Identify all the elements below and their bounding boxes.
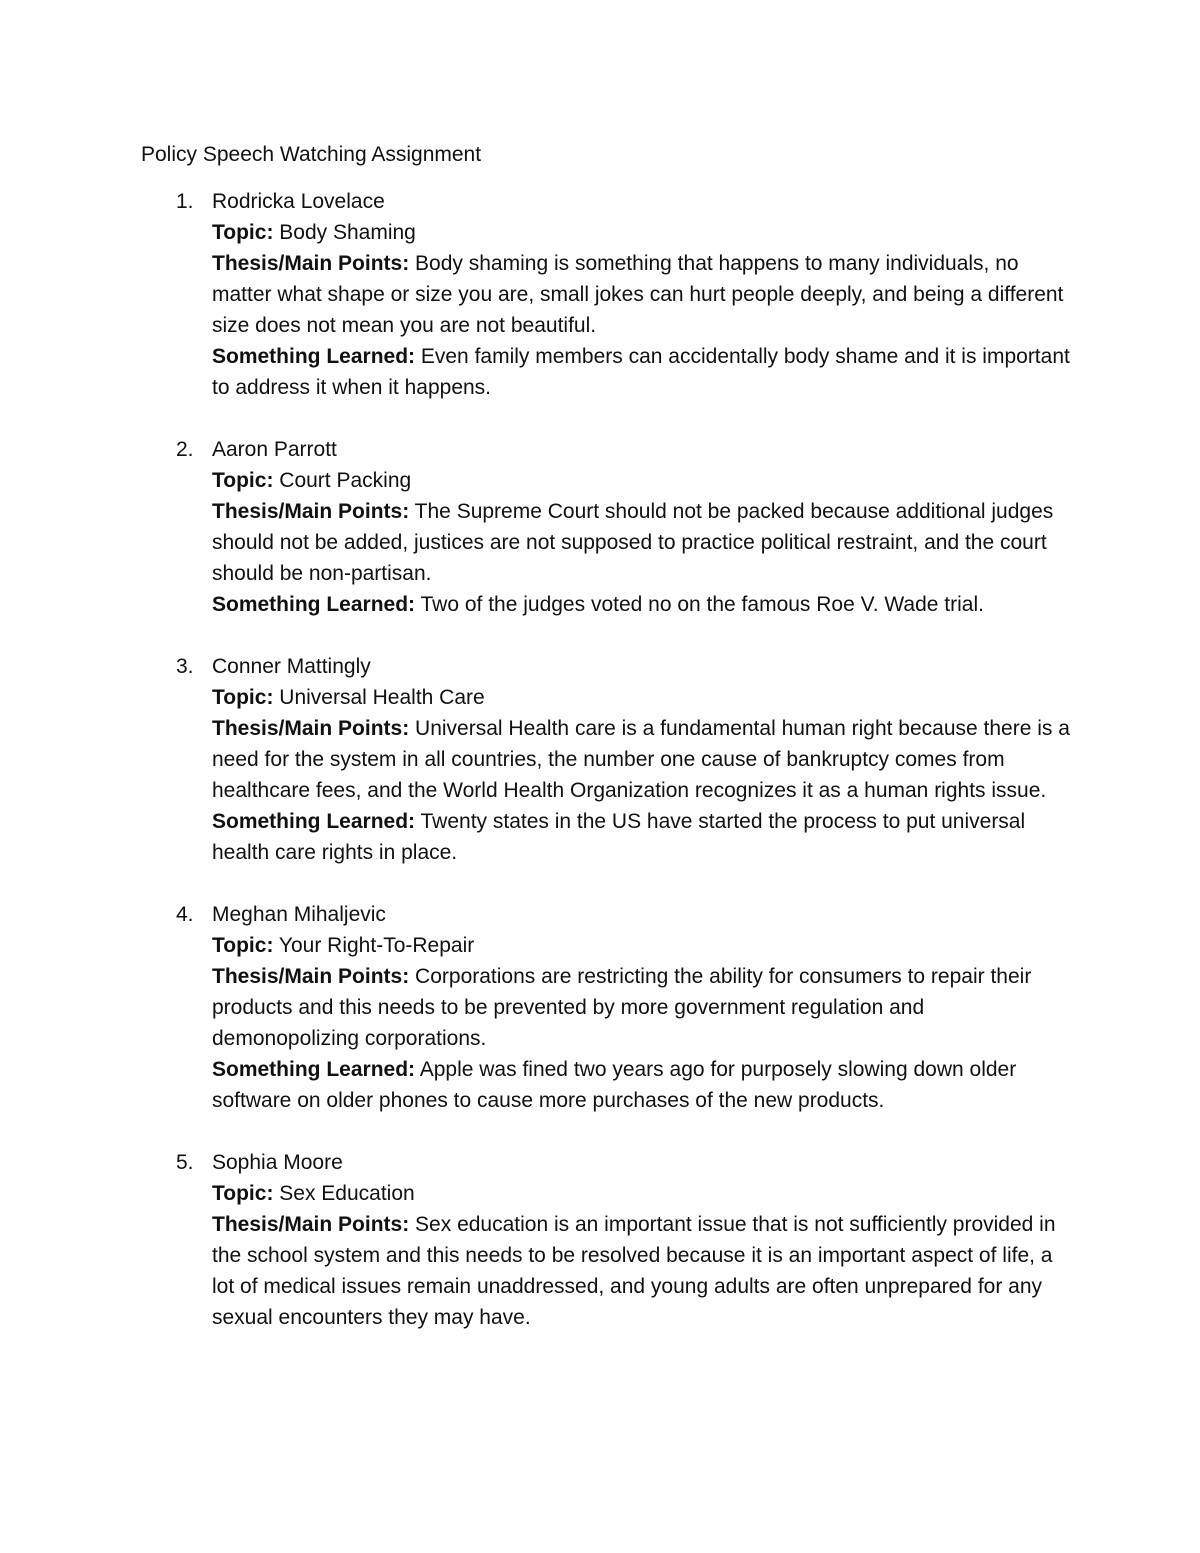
learned-line <box>212 589 1070 620</box>
speech-item-5 <box>141 1147 1070 1333</box>
topic-label: Topic: <box>212 221 274 244</box>
topic-label: Topic: <box>212 469 274 492</box>
topic-label: Topic: <box>212 686 274 709</box>
speech-item-4 <box>141 899 1070 1116</box>
topic-label: Topic: <box>212 1182 274 1205</box>
learned-label: Something Learned: <box>212 810 416 833</box>
thesis-value: Sex education is an important issue that is not sufficiently provided in the school system and this needs to be resolved because it is an important aspect of life, a lot of medical issues remain unaddressed, and young adults are often unprepared for any sexual encounters they may have. <box>212 1213 1056 1329</box>
thesis-line <box>212 961 1070 1054</box>
speech-item-2 <box>141 434 1070 620</box>
topic-label: Topic: <box>212 934 274 957</box>
thesis-label: Thesis/Main Points: <box>212 252 410 275</box>
thesis-line <box>212 248 1070 341</box>
speaker-name: Conner Mattingly <box>212 655 371 678</box>
topic-line <box>212 1178 1070 1209</box>
topic-value: Universal Health Care <box>279 686 485 709</box>
thesis-line <box>212 1209 1070 1333</box>
speaker-name: Sophia Moore <box>212 1151 343 1174</box>
thesis-value: Corporations are restricting the ability for consumers to repair their products and this needs to be prevented by more government regulation and demonopolizing corporations. <box>212 965 1032 1050</box>
learned-line <box>212 1054 1070 1116</box>
learned-line <box>212 341 1070 403</box>
learned-label: Something Learned: <box>212 345 416 368</box>
learned-value: Twenty states in the US have started the process to put universal health care rights in place. <box>212 810 1026 864</box>
speaker-name: Aaron Parrott <box>212 438 337 461</box>
speaker-name: Rodricka Lovelace <box>212 190 385 213</box>
thesis-label: Thesis/Main Points: <box>212 500 410 523</box>
topic-line <box>212 930 1070 961</box>
thesis-label: Thesis/Main Points: <box>212 965 410 988</box>
learned-value: Even family members can accidentally body shame and it is important to address it when it happens. <box>212 345 1070 399</box>
topic-line <box>212 465 1070 496</box>
topic-line <box>212 682 1070 713</box>
topic-line <box>212 217 1070 248</box>
speaker-name: Meghan Mihaljevic <box>212 903 386 926</box>
thesis-value: Body shaming is something that happens to many individuals, no matter what shape or size you are, small jokes can hurt people deeply, and being a different size does not mean you are not beautiful. <box>212 252 1064 337</box>
list-number: 5. <box>176 1151 194 1174</box>
speech-item-1 <box>141 186 1070 403</box>
speech-item-3 <box>141 651 1070 868</box>
list-number: 1. <box>176 190 194 213</box>
thesis-line <box>212 713 1070 806</box>
document-title: Policy Speech Watching Assignment <box>141 143 482 166</box>
learned-label: Something Learned: <box>212 1058 416 1081</box>
thesis-label: Thesis/Main Points: <box>212 1213 410 1236</box>
speech-list <box>141 186 1070 1333</box>
list-number: 4. <box>176 903 194 926</box>
thesis-label: Thesis/Main Points: <box>212 717 410 740</box>
learned-label: Something Learned: <box>212 593 416 616</box>
thesis-line <box>212 496 1070 589</box>
topic-value: Court Packing <box>279 469 412 492</box>
learned-line <box>212 806 1070 868</box>
topic-value: Your Right-To-Repair <box>278 934 475 957</box>
list-number: 3. <box>176 655 194 678</box>
learned-value: Apple was fined two years ago for purposely slowing down older software on older phones to cause more purchases of the new products. <box>212 1058 1017 1112</box>
learned-value: Two of the judges voted no on the famous Roe V. Wade trial. <box>420 593 984 616</box>
list-number: 2. <box>176 438 194 461</box>
thesis-value: Universal Health care is a fundamental human right because there is a need for the system in all countries, the number one cause of bankruptcy comes from healthcare fees, and the World Health Organization recognizes it as a human rights issue. <box>212 717 1070 802</box>
topic-value: Sex Education <box>279 1182 415 1205</box>
thesis-value: The Supreme Court should not be packed because additional judges should not be added, justices are not supposed to practice political restraint, and the court should be non-partisan. <box>212 500 1054 585</box>
topic-value: Body Shaming <box>279 221 416 244</box>
